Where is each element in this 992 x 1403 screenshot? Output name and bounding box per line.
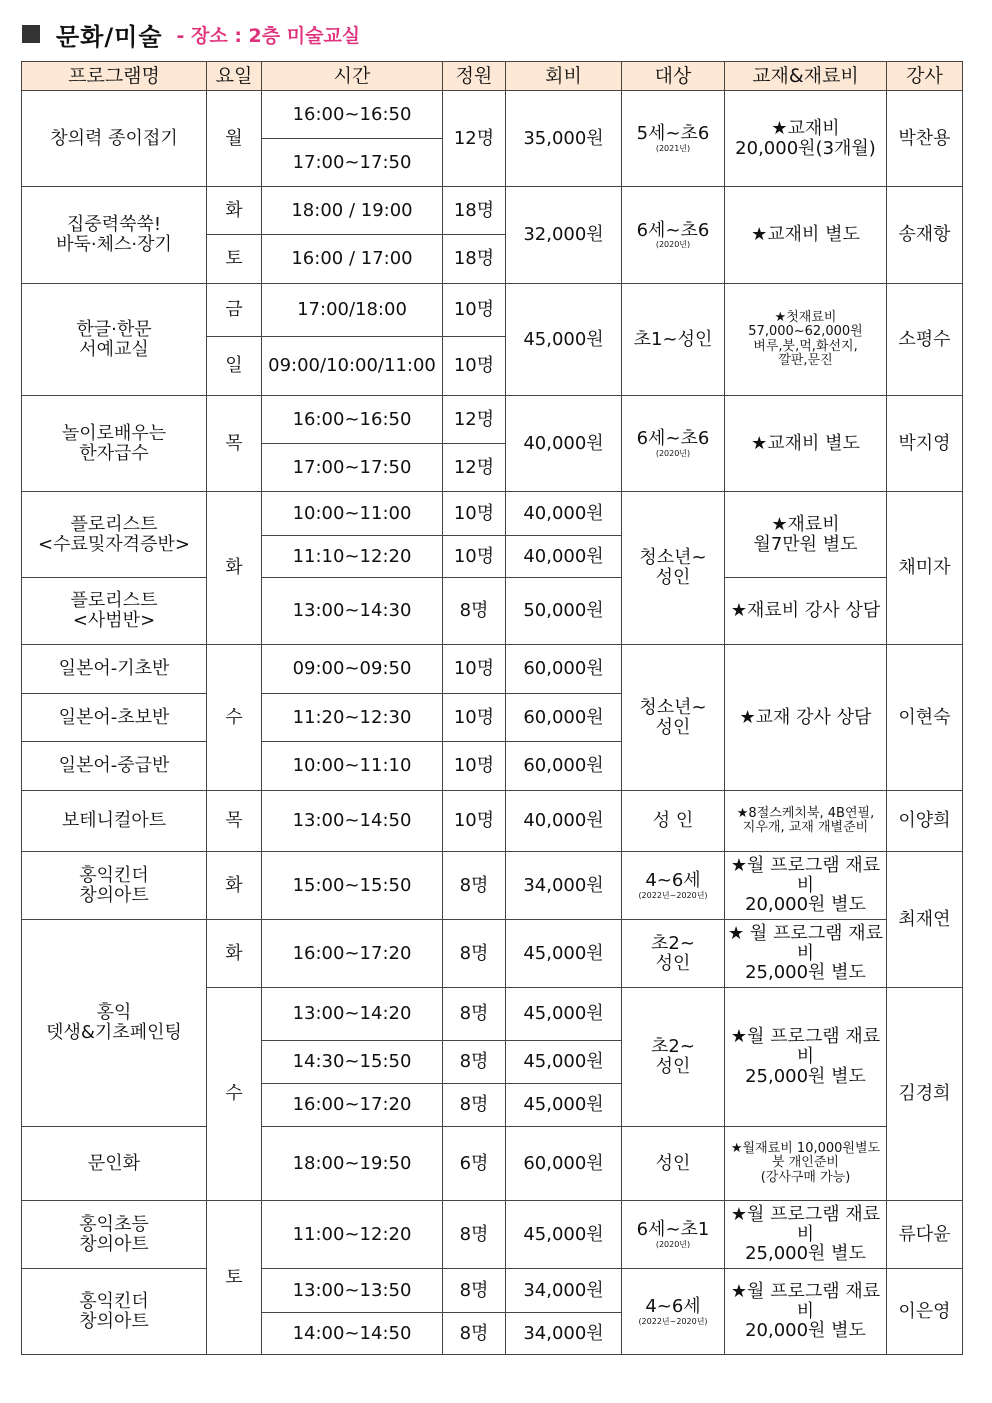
fee: 60,000원 (506, 1127, 622, 1201)
program-name: 플로리스트 <사범반> (22, 578, 207, 645)
time: 15:00~15:50 (262, 852, 443, 920)
program-name: 일본어-초보반 (22, 694, 207, 742)
fee: 45,000원 (506, 1084, 622, 1127)
capacity: 8명 (443, 578, 506, 645)
teacher: 류다윤 (887, 1201, 963, 1269)
target: 6세~초6 (2020년) (622, 187, 725, 284)
teacher: 이양희 (887, 791, 963, 852)
day: 금 (207, 284, 262, 337)
col-target: 대상 (622, 62, 725, 91)
day: 토 (207, 235, 262, 284)
table-row (22, 284, 963, 337)
teacher: 박찬용 (887, 91, 963, 187)
time: 16:00~17:20 (262, 920, 443, 988)
day: 일 (207, 337, 262, 396)
capacity: 18명 (443, 187, 506, 235)
table-row (22, 578, 963, 645)
day: 목 (207, 791, 262, 852)
col-day: 요일 (207, 62, 262, 91)
day: 화 (207, 187, 262, 235)
section-title (22, 16, 360, 52)
teacher: 이현숙 (887, 645, 963, 791)
capacity: 10명 (443, 536, 506, 578)
capacity: 10명 (443, 791, 506, 852)
day: 토 (207, 1201, 262, 1355)
fee: 34,000원 (506, 1313, 622, 1355)
fee: 35,000원 (506, 91, 622, 187)
fee: 45,000원 (506, 988, 622, 1041)
teacher: 김경희 (887, 988, 963, 1201)
day: 화 (207, 920, 262, 988)
target: 성 인 (622, 791, 725, 852)
fee: 40,000원 (506, 492, 622, 536)
fee: 45,000원 (506, 1041, 622, 1084)
col-program: 프로그램명 (22, 62, 207, 91)
location-note: - 장소 : 2층 미술교실 (176, 24, 361, 47)
capacity: 12명 (443, 444, 506, 492)
fee: 40,000원 (506, 791, 622, 852)
program-name: 보테니컬아트 (22, 791, 207, 852)
table-row (22, 1269, 963, 1313)
target: 청소년~ 성인 (622, 645, 725, 791)
capacity: 12명 (443, 396, 506, 444)
capacity: 8명 (443, 1269, 506, 1313)
program-name: 홍익킨더 창의아트 (22, 852, 207, 920)
day: 화 (207, 852, 262, 920)
fee: 60,000원 (506, 694, 622, 742)
teacher: 송재항 (887, 187, 963, 284)
target: 초1~성인 (622, 284, 725, 396)
teacher: 최재연 (887, 852, 963, 988)
time: 16:00~16:50 (262, 396, 443, 444)
table-row (22, 1127, 963, 1201)
materials: ★교재비 별도 (725, 187, 887, 284)
day: 월 (207, 91, 262, 187)
capacity: 8명 (443, 1084, 506, 1127)
fee: 45,000원 (506, 284, 622, 396)
table-row (22, 852, 963, 920)
table-row (22, 1201, 963, 1269)
materials: ★월 프로그램 재료비 20,000원 별도 (725, 852, 887, 920)
materials: ★8절스케치북, 4B연필, 지우개, 교재 개별준비 (725, 791, 887, 852)
fee: 50,000원 (506, 578, 622, 645)
time: 11:10~12:20 (262, 536, 443, 578)
fee: 60,000원 (506, 742, 622, 791)
materials: ★교재비 별도 (725, 396, 887, 492)
program-name: 집중력쑥쑥! 바둑·체스·장기 (22, 187, 207, 284)
program-name: 한글·한문 서예교실 (22, 284, 207, 396)
table-row (22, 920, 963, 988)
teacher: 박지영 (887, 396, 963, 492)
header-row (22, 62, 963, 91)
fee: 32,000원 (506, 187, 622, 284)
time: 16:00~17:20 (262, 1084, 443, 1127)
program-name: 홍익초등 창의아트 (22, 1201, 207, 1269)
materials: ★교재비 20,000원(3개월) (725, 91, 887, 187)
program-name: 일본어-기초반 (22, 645, 207, 694)
materials: ★첫재료비 57,000~62,000원 벼루,붓,먹,화선지, 깔판,문진 (725, 284, 887, 396)
fee: 60,000원 (506, 645, 622, 694)
table-row (22, 396, 963, 444)
table-row (22, 791, 963, 852)
time: 13:00~13:50 (262, 1269, 443, 1313)
capacity: 10명 (443, 645, 506, 694)
materials: ★월 프로그램 재료비 20,000원 별도 (725, 1269, 887, 1355)
target: 초2~ 성인 (622, 920, 725, 988)
capacity: 8명 (443, 988, 506, 1041)
materials: ★ 월 프로그램 재료비 25,000원 별도 (725, 920, 887, 988)
teacher: 소평수 (887, 284, 963, 396)
day: 수 (207, 988, 262, 1201)
program-name: 일본어-중급반 (22, 742, 207, 791)
target: 초2~ 성인 (622, 988, 725, 1127)
time: 11:20~12:30 (262, 694, 443, 742)
teacher: 채미자 (887, 492, 963, 645)
program-name: 창의력 종이접기 (22, 91, 207, 187)
schedule-table (21, 61, 963, 1355)
fee: 40,000원 (506, 396, 622, 492)
time: 09:00~09:50 (262, 645, 443, 694)
materials: ★월 프로그램 재료비 25,000원 별도 (725, 988, 887, 1127)
col-time: 시간 (262, 62, 443, 91)
capacity: 10명 (443, 492, 506, 536)
target: 4~6세 (2022년~2020년) (622, 1269, 725, 1355)
time: 10:00~11:00 (262, 492, 443, 536)
table-row (22, 187, 963, 235)
fee: 40,000원 (506, 536, 622, 578)
target: 성인 (622, 1127, 725, 1201)
time: 16:00 / 17:00 (262, 235, 443, 284)
capacity: 10명 (443, 742, 506, 791)
materials: ★재료비 월7만원 별도 (725, 492, 887, 578)
capacity: 6명 (443, 1127, 506, 1201)
time: 14:00~14:50 (262, 1313, 443, 1355)
time: 17:00~17:50 (262, 139, 443, 187)
capacity: 10명 (443, 694, 506, 742)
capacity: 8명 (443, 1201, 506, 1269)
day: 목 (207, 396, 262, 492)
col-fee: 회비 (506, 62, 622, 91)
time: 18:00 / 19:00 (262, 187, 443, 235)
materials: ★월재료비 10,000원별도 붓 개인준비 (강사구매 가능) (725, 1127, 887, 1201)
time: 13:00~14:30 (262, 578, 443, 645)
fee: 34,000원 (506, 852, 622, 920)
time: 14:30~15:50 (262, 1041, 443, 1084)
program-name: 문인화 (22, 1127, 207, 1201)
capacity: 12명 (443, 91, 506, 187)
col-capacity: 정원 (443, 62, 506, 91)
time: 16:00~16:50 (262, 91, 443, 139)
section-heading: 문화/미술 (56, 22, 163, 51)
capacity: 10명 (443, 337, 506, 396)
capacity: 18명 (443, 235, 506, 284)
program-name: 놀이로배우는 한자급수 (22, 396, 207, 492)
program-name: 홍익킨더 창의아트 (22, 1269, 207, 1355)
capacity: 10명 (443, 284, 506, 337)
day: 수 (207, 645, 262, 791)
materials: ★재료비 강사 상담 (725, 578, 887, 645)
target: 6세~초6 (2020년) (622, 396, 725, 492)
capacity: 8명 (443, 1041, 506, 1084)
program-name: 플로리스트 <수료및자격증반> (22, 492, 207, 578)
materials: ★월 프로그램 재료비 25,000원 별도 (725, 1201, 887, 1269)
square-bullet-icon (22, 25, 40, 43)
time: 18:00~19:50 (262, 1127, 443, 1201)
materials: ★교재 강사 상담 (725, 645, 887, 791)
time: 17:00~17:50 (262, 444, 443, 492)
capacity: 8명 (443, 852, 506, 920)
target: 6세~초1 (2020년) (622, 1201, 725, 1269)
time: 17:00/18:00 (262, 284, 443, 337)
day: 화 (207, 492, 262, 645)
capacity: 8명 (443, 1313, 506, 1355)
capacity: 8명 (443, 920, 506, 988)
target: 5세~초6 (2021년) (622, 91, 725, 187)
time: 13:00~14:20 (262, 988, 443, 1041)
teacher: 이은영 (887, 1269, 963, 1355)
col-teacher: 강사 (887, 62, 963, 91)
target: 4~6세 (2022년~2020년) (622, 852, 725, 920)
time: 10:00~11:10 (262, 742, 443, 791)
fee: 34,000원 (506, 1269, 622, 1313)
time: 11:00~12:20 (262, 1201, 443, 1269)
time: 13:00~14:50 (262, 791, 443, 852)
table-row (22, 492, 963, 536)
table-row (22, 91, 963, 139)
fee: 45,000원 (506, 1201, 622, 1269)
col-materials: 교재&재료비 (725, 62, 887, 91)
table-row (22, 645, 963, 694)
time: 09:00/10:00/11:00 (262, 337, 443, 396)
fee: 45,000원 (506, 920, 622, 988)
target: 청소년~ 성인 (622, 492, 725, 645)
program-name: 홍익 뎃생&기초페인팅 (22, 920, 207, 1127)
